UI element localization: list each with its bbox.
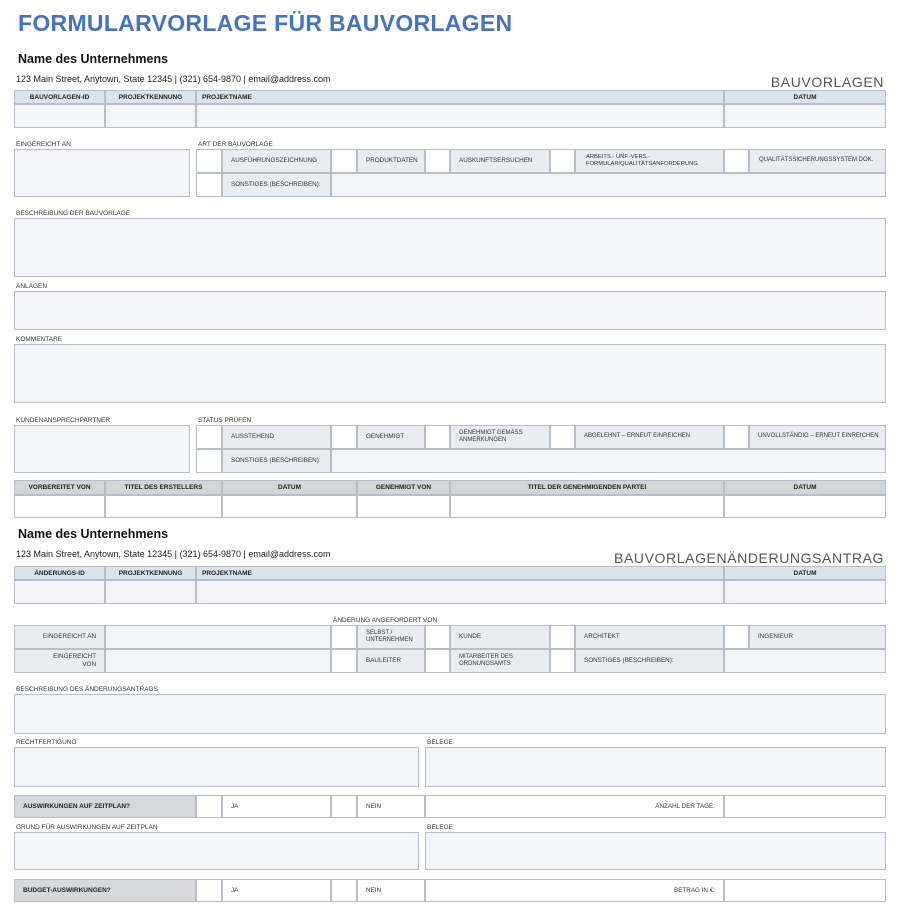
- requester-option-client: KUNDE: [450, 625, 550, 649]
- budget-no-label: NEIN: [357, 879, 425, 902]
- status-option-approved: GENEHMIGT: [357, 425, 425, 449]
- company-address: 123 Main Street, Anytown, State 12345 | (321) 654-9870 | email@address.com: [16, 74, 331, 84]
- section-title-submittals: BAUVORLAGEN: [770, 74, 884, 90]
- requester-other-field[interactable]: [724, 649, 886, 673]
- status-other-field[interactable]: [331, 449, 886, 473]
- status-checkbox-2[interactable]: [331, 425, 357, 449]
- company-address-2: 123 Main Street, Anytown, State 12345 | (321) 654-9870 | email@address.com: [16, 549, 331, 559]
- type-other-field[interactable]: [331, 173, 886, 197]
- schedule-reason-field[interactable]: [14, 832, 419, 870]
- col-date-2: DATUM: [724, 566, 886, 580]
- requester-checkbox-client[interactable]: [425, 625, 450, 649]
- project-id-field[interactable]: [105, 104, 196, 128]
- status-checkbox-4[interactable]: [550, 425, 575, 449]
- description-label: BESCHREIBUNG DER BAUVORLAGE: [16, 210, 131, 217]
- type-option-5: QUALITÄTSSICHERUNGSSYSTEM DOK.: [749, 149, 886, 173]
- contact-field[interactable]: [14, 425, 190, 473]
- submitted-to-label-2: EINGEREICHT AN: [14, 625, 105, 649]
- type-checkbox-4[interactable]: [550, 149, 575, 173]
- attachments-field[interactable]: [14, 291, 886, 330]
- status-checkbox-3[interactable]: [425, 425, 450, 449]
- project-id-field-2[interactable]: [105, 580, 196, 604]
- type-option-3: AUSKUNFTSERSUCHEN: [450, 149, 550, 173]
- col-change-id: ÄNDERUNGS-ID: [14, 566, 105, 580]
- budget-yes-checkbox[interactable]: [196, 879, 222, 902]
- col-project-id: PROJEKTKENNUNG: [105, 90, 196, 104]
- justification-field[interactable]: [14, 747, 419, 787]
- requester-checkbox-architect[interactable]: [550, 625, 575, 649]
- col-project-name: PROJEKTNAME: [196, 90, 724, 104]
- submitted-by-label-2: EINGEREICHT VON: [14, 649, 105, 673]
- contact-label: KUNDENANSPRECHPARTNER: [16, 417, 111, 424]
- project-name-field[interactable]: [196, 104, 724, 128]
- company-name: Name des Unternehmens: [18, 52, 169, 66]
- type-option-4: ARBEITS.- UNF.-VERS.- FORMULAR/QUALITÄTSANFORDERUNG: [575, 149, 724, 173]
- justification-label: RECHTFERTIGUNG: [16, 739, 77, 746]
- schedule-yes-checkbox[interactable]: [196, 795, 222, 818]
- submitted-by-field-2[interactable]: [105, 649, 331, 673]
- evidence-field[interactable]: [425, 747, 886, 787]
- preparer-title-field[interactable]: [105, 495, 222, 518]
- approver-title-field[interactable]: [450, 495, 724, 518]
- status-label: STATUS PRÜFEN: [198, 417, 252, 424]
- type-checkbox-5[interactable]: [724, 149, 749, 173]
- status-option-pending: AUSSTEHEND: [222, 425, 331, 449]
- submitted-to-label: EINGEREICHT AN: [16, 141, 71, 148]
- change-description-field[interactable]: [14, 694, 886, 734]
- col-sign-date-1: DATUM: [222, 480, 357, 495]
- comments-field[interactable]: [14, 344, 886, 403]
- schedule-impact-label: AUSWIRKUNGEN AUF ZEITPLAN?: [14, 795, 196, 818]
- status-option-incomplete: UNVOLLSTÄNDIG – ERNEUT EINREICHEN: [749, 425, 886, 449]
- requester-option-other: SONSTIGES (BESCHREIBEN):: [575, 649, 724, 673]
- submittal-type-label: ART DER BAUVORLAGE: [198, 141, 273, 148]
- type-option-2: PRODUKTDATEN: [357, 149, 425, 173]
- type-checkbox-other[interactable]: [196, 173, 222, 197]
- evidence-label: BELEGE: [427, 739, 454, 746]
- document-title: FORMULARVORLAGE FÜR BAUVORLAGEN: [18, 10, 513, 36]
- schedule-yes-label: JA: [222, 795, 331, 818]
- prepared-by-field[interactable]: [14, 495, 105, 518]
- submittal-id-field[interactable]: [14, 104, 105, 128]
- sign-date-2-field[interactable]: [724, 495, 886, 518]
- type-option-other: SONSTIGES (BESCHREIBEN):: [222, 173, 331, 197]
- project-name-field-2[interactable]: [196, 580, 724, 604]
- col-preparer-title: TITEL DES ERSTELLERS: [105, 480, 222, 495]
- col-approver-title: TITEL DER GENEHMIGENDEN PARTEI: [450, 480, 724, 495]
- days-count-field[interactable]: [724, 795, 886, 818]
- submitted-to-field-2[interactable]: [105, 625, 331, 649]
- attachments-label: ANLAGEN: [16, 283, 48, 290]
- requester-checkbox-self[interactable]: [331, 625, 357, 649]
- change-description-label: BESCHREIBUNG DES ÄNDERUNGSANTRAGS: [16, 686, 158, 693]
- requester-option-self: SELBST / UNTERNEHMEN: [357, 625, 425, 649]
- type-checkbox-3[interactable]: [425, 149, 450, 173]
- budget-yes-label: JA: [222, 879, 331, 902]
- evidence-label-2: BELEGE: [427, 824, 454, 831]
- budget-impact-label: BUDGET-AUSWIRKUNGEN?: [14, 879, 196, 902]
- status-option-approved-noted: GENEHMIGT GEMÄSS ANMERKUNGEN: [450, 425, 550, 449]
- date-field-2[interactable]: [724, 580, 886, 604]
- days-count-label: ANZAHL DER TAGE:: [425, 795, 724, 818]
- type-checkbox-1[interactable]: [196, 149, 222, 173]
- requester-checkbox-engineer[interactable]: [724, 625, 749, 649]
- schedule-no-checkbox[interactable]: [331, 795, 357, 818]
- requester-checkbox-other[interactable]: [550, 649, 575, 673]
- amount-label: BETRAG IN €:: [425, 879, 724, 902]
- col-date: DATUM: [724, 90, 886, 104]
- section-title-change-request: BAUVORLAGENÄNDERUNGSANTRAG: [614, 550, 884, 566]
- evidence-field-2[interactable]: [425, 832, 886, 870]
- description-field[interactable]: [14, 218, 886, 277]
- change-id-field[interactable]: [14, 580, 105, 604]
- col-approved-by: GENEHMIGT VON: [357, 480, 450, 495]
- date-field[interactable]: [724, 104, 886, 128]
- type-option-1: AUSFÜHRUNGSZEICHNUNG: [222, 149, 331, 173]
- status-checkbox-5[interactable]: [724, 425, 749, 449]
- requester-checkbox-site-manager[interactable]: [331, 649, 357, 673]
- budget-no-checkbox[interactable]: [331, 879, 357, 902]
- requester-option-site-manager: BAULEITER: [357, 649, 425, 673]
- sign-date-1-field[interactable]: [222, 495, 357, 518]
- company-name-2: Name des Unternehmens: [18, 527, 169, 541]
- comments-label: KOMMENTARE: [16, 336, 63, 343]
- status-checkbox-other[interactable]: [196, 449, 222, 473]
- status-option-other: SONSTIGES (BESCHREIBEN):: [222, 449, 331, 473]
- status-checkbox-1[interactable]: [196, 425, 222, 449]
- requester-option-architect: ARCHITEKT: [575, 625, 724, 649]
- type-checkbox-2[interactable]: [331, 149, 357, 173]
- amount-field[interactable]: [724, 879, 886, 902]
- requester-option-authority: MITARBEITER DES ORDNUNGSAMTS: [450, 649, 550, 673]
- schedule-reason-label: GRUND FÜR AUSWIRKUNGEN AUF ZEITPLAN: [16, 824, 158, 831]
- col-sign-date-2: DATUM: [724, 480, 886, 495]
- col-project-id-2: PROJEKTKENNUNG: [105, 566, 196, 580]
- approved-by-field[interactable]: [357, 495, 450, 518]
- col-prepared-by: VORBEREITET VON: [14, 480, 105, 495]
- requester-checkbox-authority[interactable]: [425, 649, 450, 673]
- requested-by-label: ÄNDERUNG ANGEFORDERT VON: [333, 617, 438, 624]
- schedule-no-label: NEIN: [357, 795, 425, 818]
- requester-option-engineer: INGENIEUR: [749, 625, 886, 649]
- submitted-to-field[interactable]: [14, 149, 190, 197]
- col-project-name-2: PROJEKTNAME: [196, 566, 724, 580]
- col-submittal-id: BAUVORLAGEN-ID: [14, 90, 105, 104]
- status-option-rejected: ABGELEHNT – ERNEUT EINREICHEN: [575, 425, 724, 449]
